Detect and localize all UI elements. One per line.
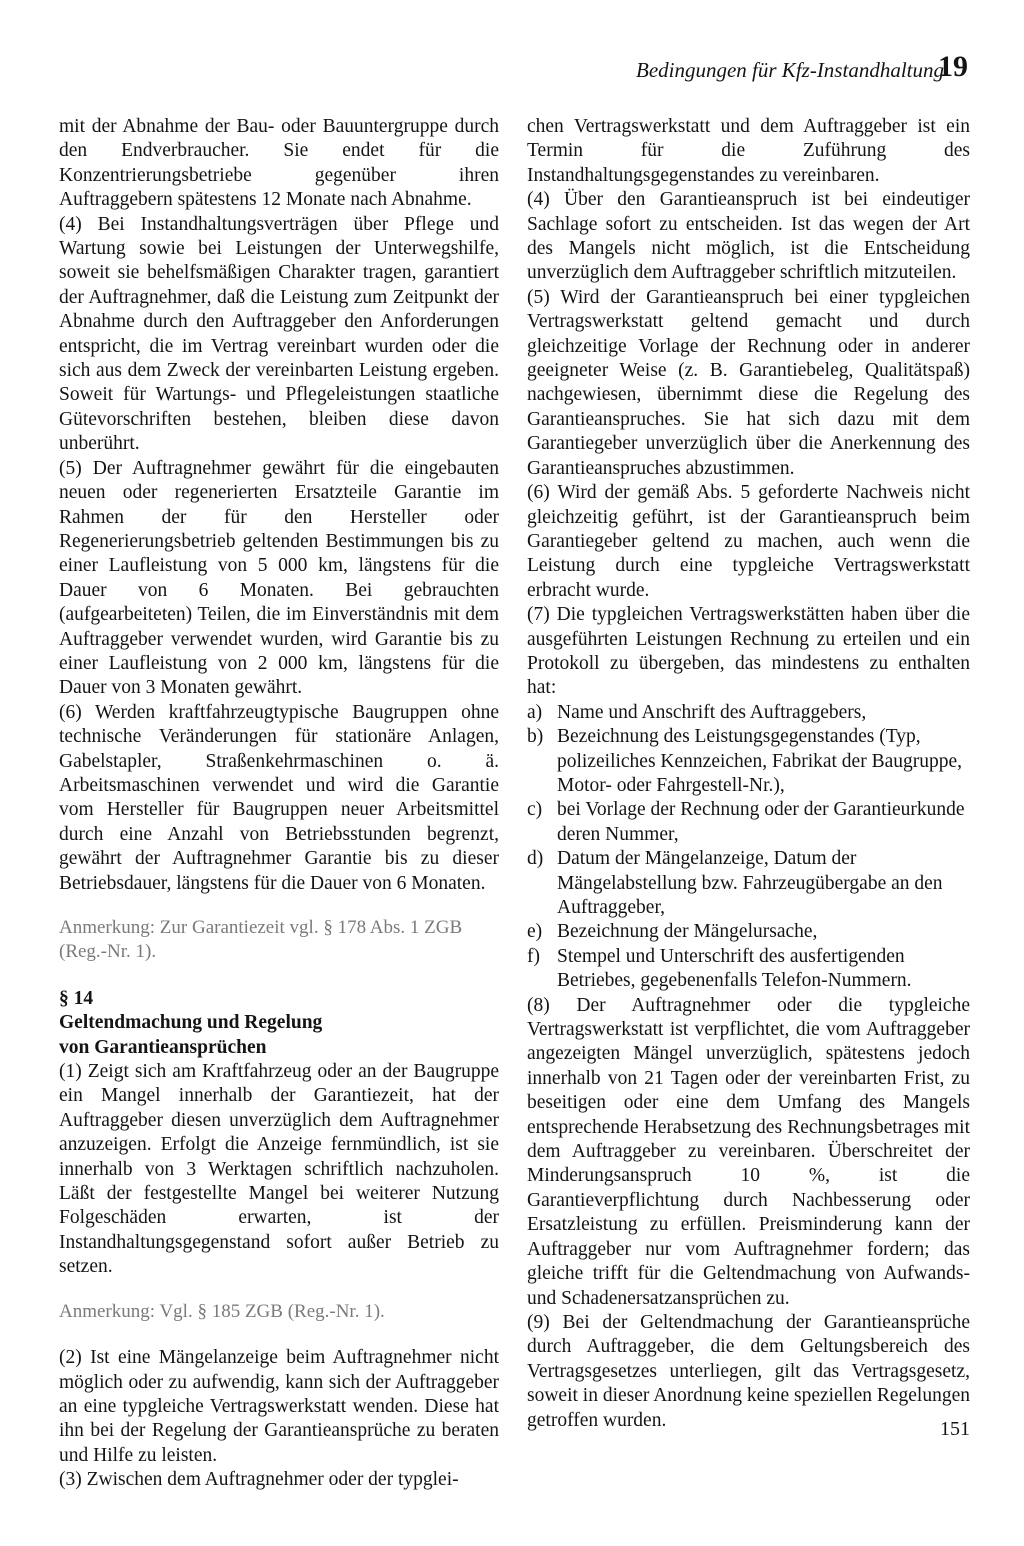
paragraph: (9) Bei der Geltendmachung der Garantieansprüche durch Auftraggeber, die dem Geltungsbereich des Vertragsgesetzes unterliegen, gilt das Vertragsgesetz, soweit in dieser Anordnung keine speziellen Regelungen getroffen wurden.	[527, 1311, 970, 1431]
paragraph: (1) Zeigt sich am Kraftfahrzeug oder an der Baugruppe ein Mangel innerhalb der Garantiezeit, hat der Auftraggeber diesen unverzüglich dem Auftragnehmer anzuzeigen. Erfolgt die Anzeige fernmündlich, ist sie innerhalb von 3 Werktagen schriftlich nachzuholen. Läßt der festgestellte Mangel bei weiterer Nutzung Folgeschäden erwarten, ist der Instandhaltungsgegenstand sofort außer Betrieb zu setzen.	[59, 1061, 499, 1278]
section-title-line: von Garantieansprüchen	[59, 1036, 267, 1058]
paragraph: (5) Der Auftragnehmer gewährt für die eingebauten neuen oder regenerierten Ersatzteile Garantie im Rahmen der für den Hersteller oder Regenerierungsbetrieb geltenden Bestimmungen bis zu einer Laufleistung von 5 000 km, längstens für die Dauer von 6 Monaten. Bei gebrauchten (aufgearbeiteten) Teilen, die im Einverständnis mit dem Auftraggeber verwendet wurden, wird Garantie bis zu einer Laufleistung von 2 000 km, längstens für die Dauer von 3 Monaten gewährt.	[59, 457, 499, 699]
paragraph: (3) Zwischen dem Auftragnehmer oder der typglei-	[59, 1469, 459, 1491]
protocol-item-list	[527, 701, 970, 994]
section-heading	[59, 987, 499, 1060]
paragraph: (4) Bei Instandhaltungsverträgen über Pflege und Wartung sowie bei Leistungen der Unterwegshilfe, soweit sie behelfsmäßigen Charakter tragen, garantiert der Auftragnehmer, daß die Leistung zum Zeitpunkt der Abnahme durch den Auftraggeber den Anforderungen entspricht, die im Vertrag vereinbart wurden oder die sich aus dem Zweck der vereinbarten Leistung ergeben. Soweit für Wartungs- und Pflegeleistungen staatliche Gütevorschriften bestehen, bleiben diese davon unberührt.	[59, 213, 499, 455]
paragraph: (7) Die typgleichen Vertragswerkstätten haben über die ausgeführten Leistungen Rechnung zu erteilen und ein Protokoll zu übergeben, das mindestens zu enthalten hat:	[527, 604, 970, 699]
annotation-note: Anmerkung: Vgl. § 185 ZGB (Reg.-Nr. 1).	[59, 1300, 385, 1322]
section-number: § 14	[59, 987, 94, 1009]
paragraph: (4) Über den Garantieanspruch ist bei eindeutiger Sachlage sofort zu entscheiden. Ist das wegen der Art des Mangels nicht möglich, ist die Entscheidung unverzüglich dem Auftraggeber schriftlich mitzuteilen.	[527, 189, 970, 284]
list-item-text: bei Vorlage der Rechnung oder der Garantieurkunde deren Nummer,	[557, 799, 965, 845]
list-item	[527, 945, 970, 994]
list-item-text: Bezeichnung der Mängelursache,	[557, 921, 818, 943]
list-marker: c)	[527, 799, 543, 821]
paragraph: chen Vertragswerkstatt und dem Auftraggeber ist ein Termin für die Zuführung des Instandhaltungsgegenstandes zu vereinbaren.	[527, 116, 970, 186]
page-number: 151	[940, 1418, 970, 1440]
chapter-number: 19	[938, 50, 968, 83]
paragraph: (8) Der Auftragnehmer oder die typgleiche Vertragswerkstatt ist verpflichtet, die vom Auftraggeber angezeigten Mängel unverzüglich, spätestens jedoch innerhalb von 21 Tagen oder der vereinbarten Frist, zu beseitigen oder eine dem Umfang des Mangels entsprechende Herabsetzung des Rechnungsbetrages mit dem Auftraggeber zu vereinbaren. Überschreitet der Minderungsanspruch 10 %, ist die Garantieverpflichtung durch Nachbesserung oder Ersatzleistung zu erfüllen. Preisminderung kann der Auftraggeber nur vom Auftragnehmer fordern; das gleiche trifft für die Geltendmachung von Aufwands- und Schadenersatzansprüchen zu.	[527, 994, 970, 1309]
list-item-text: Name und Anschrift des Auftraggebers,	[557, 701, 867, 723]
list-item-text: Bezeichnung des Leistungsgegenstandes (Typ, polizeiliches Kennzeichen, Fabrikat der Baugruppe, Motor- oder Fahrgestell-Nr.),	[557, 726, 963, 796]
left-column	[59, 115, 499, 1493]
list-marker: f)	[527, 945, 540, 967]
running-title: Bedingungen für Kfz-Instandhaltung	[636, 58, 944, 82]
list-marker: a)	[527, 701, 543, 723]
paragraph: mit der Abnahme der Bau- oder Bauuntergruppe durch den Endverbraucher. Sie endet für die Konzentrierungsbetriebe gegenüber ihren Auftraggebern spätestens 12 Monate nach Abnahme.	[59, 116, 499, 211]
list-item-text: Stempel und Unterschrift des ausfertigenden Betriebes, gegebenenfalls Telefon-Nummern.	[557, 945, 912, 992]
list-item	[527, 920, 970, 944]
list-marker: b)	[527, 726, 544, 748]
annotation-note: Anmerkung: Zur Garantiezeit vgl. § 178 Abs. 1 ZGB (Reg.-Nr. 1).	[59, 917, 463, 963]
paragraph: (6) Wird der gemäß Abs. 5 geforderte Nachweis nicht gleichzeitig geführt, ist der Garantieanspruch beim Garantiegeber geltend zu machen, auch wenn die Leistung durch eine typgleiche Vertragswerkstatt erbracht wurde.	[527, 482, 970, 601]
paragraph: (2) Ist eine Mängelanzeige beim Auftragnehmer nicht möglich oder zu aufwendig, kann sich der Auftraggeber an eine typgleiche Vertragswerkstatt wenden. Diese hat ihn bei der Regelung der Garantieansprüche zu beraten und Hilfe zu leisten.	[59, 1347, 499, 1466]
right-column	[527, 115, 970, 1433]
paragraph: (5) Wird der Garantieanspruch bei einer typgleichen Vertragswerkstatt geltend gemacht und durch gleichzeitige Vorlage der Rechnung oder in anderer geeigneter Weise (z. B. Garantiebeleg, Qualitätspaß) nachgewiesen, übernimmt diese die Regelung des Garantieanspruches. Sie hat sich dazu mit dem Garantiegeber unverzüglich über die Anerkennung des Garantieanspruches abzustimmen.	[527, 286, 970, 479]
list-marker: d)	[527, 848, 544, 870]
paragraph: (6) Werden kraftfahrzeugtypische Baugruppen ohne technische Veränderungen für stationäre Anlagen, Gabelstapler, Straßenkehrmaschinen o. ä. Arbeitsmaschinen verwendet und wird die Garantie vom Hersteller für Baugruppen neuer Arbeitsmittel durch eine Anzahl von Betriebsstunden begrenzt, gewährt der Auftragnehmer Garantie bis zu dieser Betriebsdauer, längstens für die Dauer von 6 Monaten.	[59, 701, 499, 894]
section-title-line: Geltendmachung und Regelung	[59, 1012, 323, 1034]
list-item	[527, 847, 970, 920]
list-item	[527, 701, 970, 725]
list-item	[527, 798, 970, 847]
list-item-text: Datum der Mängelanzeige, Datum der Mängelabstellung bzw. Fahrzeugübergabe an den Auftraggeber,	[557, 848, 943, 918]
list-marker: e)	[527, 921, 543, 943]
list-item	[527, 725, 970, 798]
